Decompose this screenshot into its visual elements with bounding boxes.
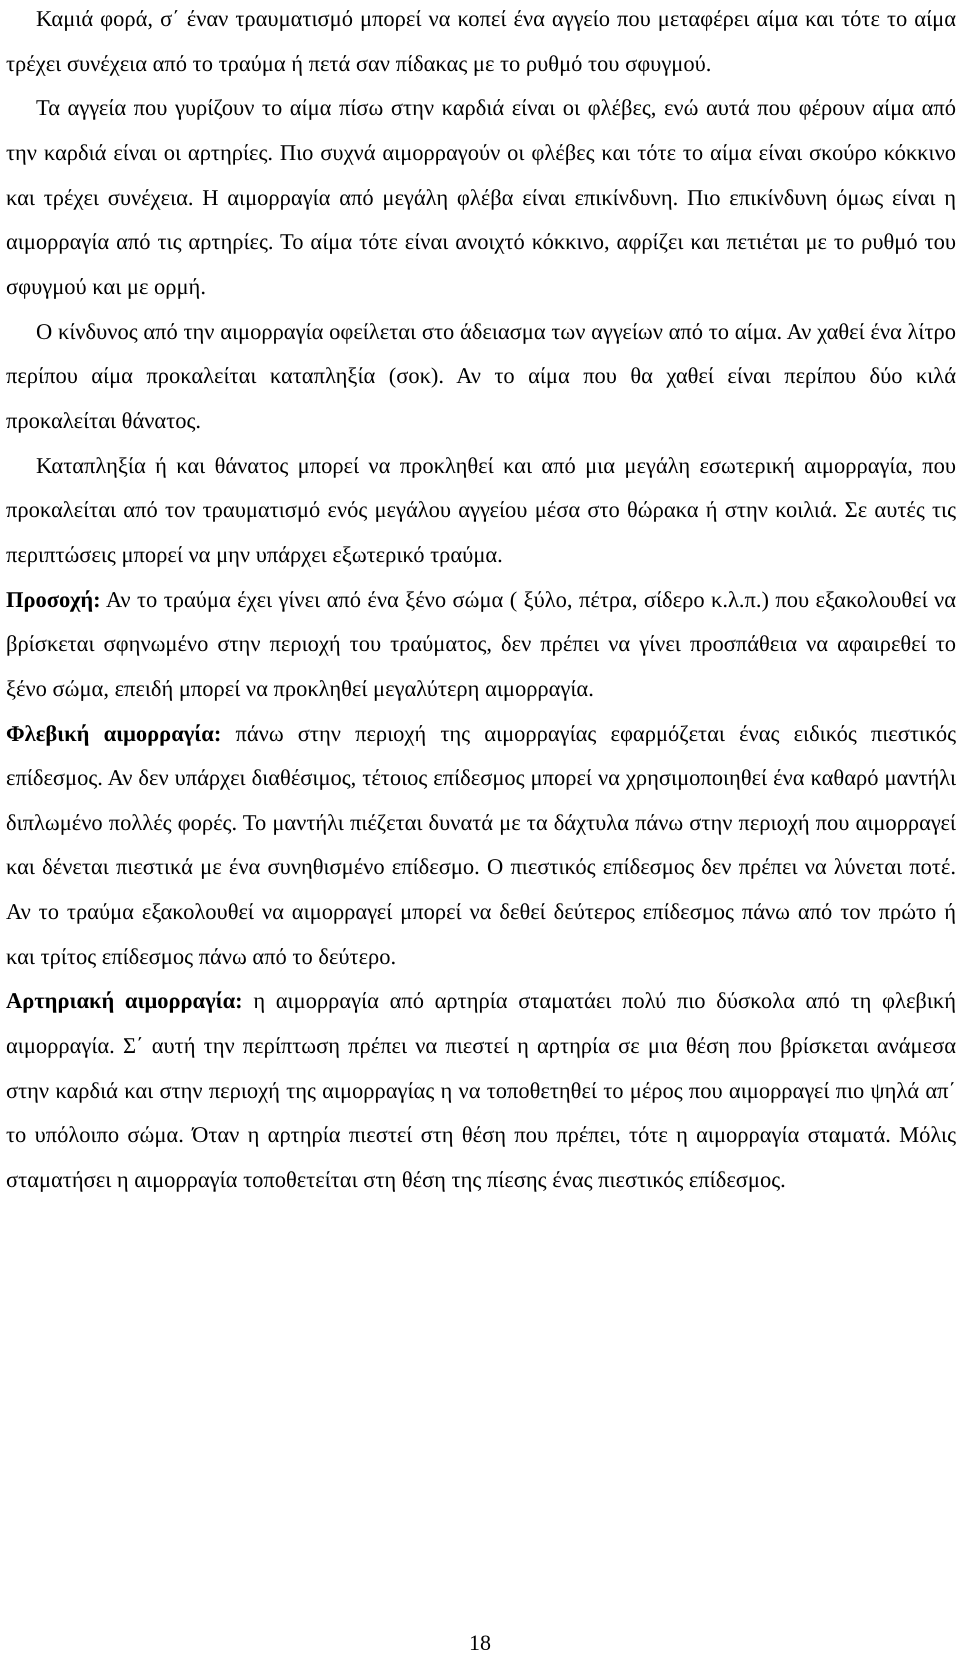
venous-bleeding-label: Φλεβική αιμορραγία:	[6, 720, 222, 746]
paragraph-text: Αν το τραύμα έχει γίνει από ένα ξένο σώμα ( ξύλο, πέτρα, σίδερο κ.λ.π.) που εξακολουθεί να βρίσκεται σφηνωμένο στην περιοχή του τραύματος, δεν πρέπει να γίνει προσπάθεια να αφαιρεθεί το ξένο σώμα, επειδή μπορεί να προκληθεί μεγαλύτερη αιμορραγία.	[6, 586, 956, 701]
paragraph-veins-arteries	[6, 86, 956, 309]
paragraph-caution	[6, 578, 956, 712]
paragraph-arterial-bleeding	[6, 979, 956, 1202]
paragraph-text: Ο κίνδυνος από την αιμορραγία οφείλεται στο άδειασμα των αγγείων από το αίμα. Αν χαθεί ένα λίτρο περίπου αίμα προκαλείται καταπληξία (σοκ). Αν το αίμα που θα χαθεί είναι περίπου δύο κιλά προκαλείται θάνατος.	[6, 318, 956, 433]
paragraph-text: Τα αγγεία που γυρίζουν το αίμα πίσω στην καρδιά είναι οι φλέβες, ενώ αυτά που φέρουν αίμα από την καρδιά είναι οι αρτηρίες. Πιο συχνά αιμορραγούν οι φλέβες και τότε το αίμα είναι σκούρο κόκκινο και τρέχει συνέχεια. Η αιμορραγία από μεγάλη φλέβα είναι επικίνδυνη. Πιο επικίνδυνη όμως είναι η αιμορραγία από τις αρτηρίες. Το αίμα τότε είναι ανοιχτό κόκκινο, αφρίζει και πετιέται με το ρυθμό του σφυγμού και με ορμή.	[6, 95, 956, 299]
paragraph-venous-bleeding	[6, 712, 956, 980]
body-text	[6, 0, 956, 1203]
paragraph-text: Καμιά φορά, σ΄ έναν τραυματισμό μπορεί να κοπεί ένα αγγείο που μεταφέρει αίμα και τότε το αίμα τρέχει συνέχεια από το τραύμα ή πετά σαν πίδακας με το ρυθμό του σφυγμού.	[6, 6, 956, 76]
arterial-bleeding-label: Αρτηριακή αιμορραγία:	[6, 988, 243, 1014]
paragraph-text: πάνω στην περιοχή της αιμορραγίας εφαρμόζεται ένας ειδικός πιεστικός επίδεσμος. Αν δεν υπάρχει διαθέσιμος, τέτοιος επίδεσμος μπορεί να χρησιμοποιηθεί ένα καθαρό μαντήλι διπλωμένο πολλές φορές. Το μαντήλι πιέζεται δυνατά με τα δάχτυλα πάνω στην περιοχή που αιμορραγεί και δένεται πιεστικά με ένα συνηθισμένο επίδεσμο. Ο πιεστικός επίδεσμος δεν πρέπει να λύνεται ποτέ. Αν το τραύμα εξακολουθεί να αιμορραγεί μπορεί να δεθεί δεύτερος επίδεσμος πάνω από τον πρώτο ή και τρίτος επίδεσμος πάνω από το δεύτερο.	[6, 720, 956, 969]
paragraph-blood-loss-danger	[6, 310, 956, 444]
page-number: 18	[469, 1630, 491, 1655]
paragraph-cut-vessel	[6, 0, 956, 86]
paragraph-text: η αιμορραγία από αρτηρία σταματάει πολύ πιο δύσκολα από τη φλεβική αιμορραγία. Σ΄ αυτή την περίπτωση πρέπει να πιεστεί η αρτηρία σε μια θέση που βρίσκεται ανάμεσα στην καρδιά και στην περιοχή της αιμορραγίας η να τοποθετηθεί το μέρος που αιμορραγεί πιο ψηλά απ΄ το υπόλοιπο σώμα. Όταν η αρτηρία πιεστεί στη θέση που πρέπει, τότε η αιμορραγία σταματά. Μόλις σταματήσει η αιμορραγία τοποθετείται στη θέση της πίεσης ένας πιεστικός επίδεσμος.	[6, 988, 956, 1193]
paragraph-internal-bleeding	[6, 444, 956, 578]
caution-label: Προσοχή:	[6, 586, 101, 612]
paragraph-text: Καταπληξία ή και θάνατος μπορεί να προκληθεί και από μια μεγάλη εσωτερική αιμορραγία, που προκαλείται από τον τραυματισμό ενός μεγάλου αγγείου μέσα στο θώρακα ή στην κοιλιά. Σε αυτές τις περιπτώσεις μπορεί να μην υπάρχει εξωτερικό τραύμα.	[6, 452, 956, 567]
